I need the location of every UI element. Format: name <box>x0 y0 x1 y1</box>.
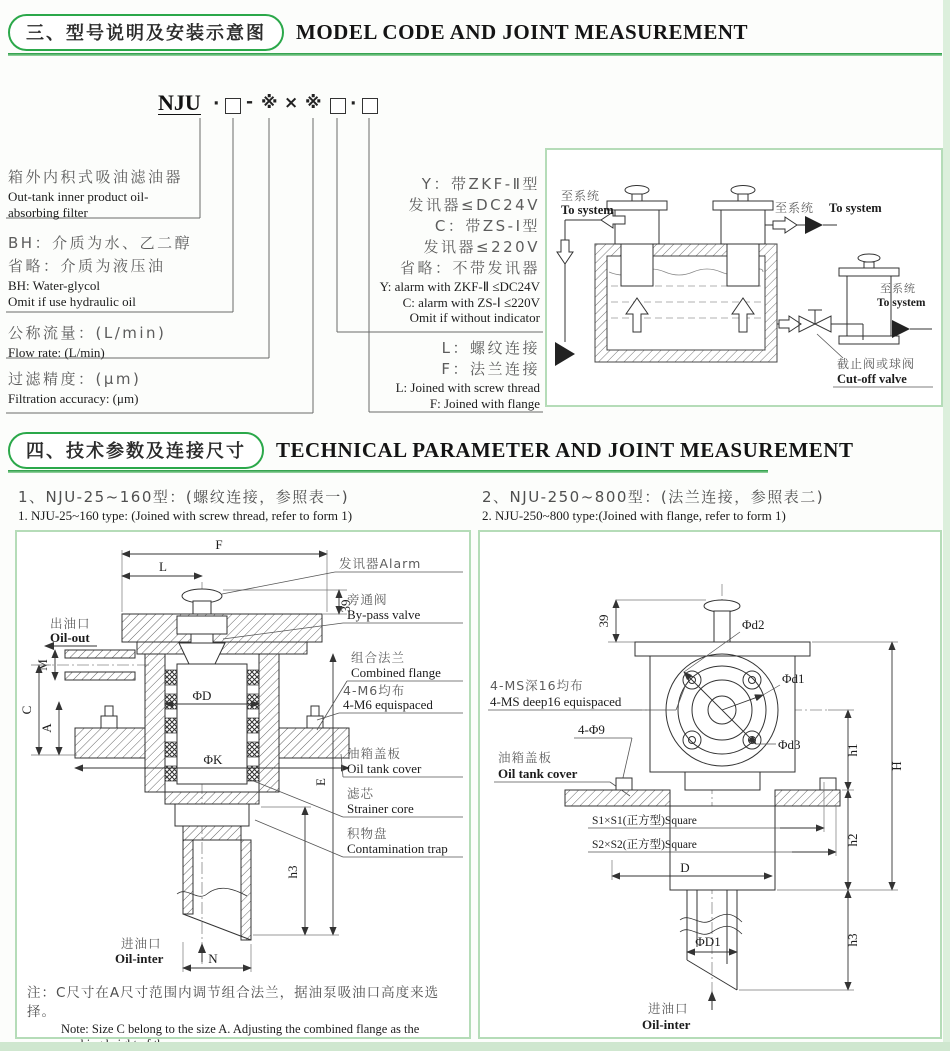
model-code-dot1: · <box>213 94 220 114</box>
dim-39: 39 <box>338 599 353 613</box>
section4-header <box>8 432 853 469</box>
indicator-en1: Y: alarm with ZKF-Ⅱ ≤DC24V <box>379 279 540 294</box>
drawing1 <box>17 532 465 980</box>
dim-phiK: ΦK <box>203 752 223 767</box>
suction-pipe <box>177 840 251 940</box>
medium-zh2: 省略：介质为液压油 <box>8 257 166 275</box>
dim-E: E <box>313 778 328 786</box>
to-system-2-en: To system <box>829 201 882 215</box>
callout-flange-zh: 组合法兰 <box>351 650 406 665</box>
model-code-star1: ※ <box>261 93 278 113</box>
dim-H: H <box>889 761 904 771</box>
section4-underline <box>8 470 768 473</box>
to-system-1-zh: 至系统 <box>561 189 601 203</box>
dim-39-ext <box>223 590 347 614</box>
callout-cover-en: Oil tank cover <box>347 761 422 776</box>
dim-N: N <box>208 951 218 966</box>
dim-h1: h1 <box>845 743 860 757</box>
pump-left <box>555 342 575 366</box>
annotation-accuracy <box>8 368 268 407</box>
flange-body <box>635 642 810 772</box>
drawing2-title-zh: 2、NJU-250~800型：(法兰连接，参照表二) <box>482 488 825 506</box>
callout-core-en: Strainer core <box>347 801 414 816</box>
to-system-2-zh: 至系统 <box>775 201 815 215</box>
callout-m6-en: 4-M6 equispaced <box>343 697 433 712</box>
valve-label-en: Cut-off valve <box>837 372 907 386</box>
bypass-valve <box>191 634 213 643</box>
callout-cover-zh: 油箱盖板 <box>347 746 402 761</box>
annotation-filter-type <box>8 166 238 220</box>
dim-h3: h3 <box>285 865 300 879</box>
indicator-en2: C: alarm with ZS-Ⅰ ≤220V <box>402 294 540 310</box>
model-code-star2: ※ <box>305 93 322 113</box>
annotation-flow <box>8 322 248 361</box>
accuracy-zh: 过滤精度：(μm) <box>8 370 142 388</box>
oil-in-en: Oil-inter <box>642 1017 691 1032</box>
installation-schematic-box <box>545 148 943 407</box>
oil-in-zh: 进油口 <box>648 1001 689 1016</box>
to-system-3-zh: 至系统 <box>880 282 916 295</box>
annotation-joint <box>300 338 540 411</box>
note-en1: Note: Size C belong to the size A. Adjusting the combined flange as the <box>61 1022 420 1036</box>
callout-bypass-en: By-pass valve <box>347 607 421 622</box>
dim-S2: S2×S2(正方型)Square <box>592 839 697 851</box>
to-system-3-en: To system <box>877 297 926 309</box>
joint-en2: F: Joined with flange <box>429 395 540 411</box>
drawing2 <box>480 532 936 1033</box>
dim-phid1: Φd1 <box>782 671 805 686</box>
model-code-name: NJU <box>158 90 201 115</box>
callout-trap-zh: 积物盘 <box>347 826 388 841</box>
medium-en1: BH: Water-glycol <box>8 278 100 293</box>
dim-M: M <box>35 659 50 671</box>
filter-type-zh: 箱外内积式吸油滤油器 <box>8 168 184 186</box>
section3-title: MODEL CODE AND JOINT MEASUREMENT <box>296 20 748 44</box>
dim-A: A <box>39 723 54 733</box>
filter-type-en1: Out-tank inner product oil- <box>8 189 149 204</box>
scan-edge-bottom <box>0 1042 950 1051</box>
section4-title: TECHNICAL PARAMETER AND JOINT MEASUREMENT <box>276 438 854 462</box>
section3-pill-label: 三、型号说明及安装示意图 <box>8 14 284 51</box>
oil-in-zh: 进油口 <box>121 936 162 951</box>
to-system-1-en: To system <box>561 203 614 217</box>
alarm-knob <box>182 589 222 614</box>
callout-flange-en: Combined flange <box>351 665 441 680</box>
callout-trap-en: Contamination trap <box>347 841 448 856</box>
dim-D: D <box>680 860 690 875</box>
pump-right <box>892 320 910 338</box>
filter-type-en2: absorbing filter <box>8 204 88 220</box>
dim-phid2: Φd2 <box>742 617 765 632</box>
joint-en1: L: Joined with screw thread <box>395 380 540 395</box>
dim-F: F <box>215 537 223 552</box>
drawing1-box <box>15 530 471 1039</box>
filter-unit-1 <box>607 186 667 333</box>
dim-h2: h2 <box>845 833 860 847</box>
callout-cover-zh: 油箱盖板 <box>498 750 553 765</box>
callout-ms-en: 4-MS deep16 equispaced <box>490 694 622 709</box>
joint-zh2: F：法兰连接 <box>441 360 540 378</box>
filter-unit-2 <box>713 186 773 333</box>
middle-piping <box>765 216 837 234</box>
dim-S1: S1×S1(正方型)Square <box>592 815 697 827</box>
callout-cover-en: Oil tank cover <box>498 766 578 781</box>
indicator-zh3: C：带ZS-Ⅰ型 <box>434 217 540 235</box>
callout-ms-zh: 4-MS深16均布 <box>490 678 584 693</box>
indicator-en3: Omit if without indicator <box>409 310 540 325</box>
drawing1-note <box>27 984 457 1051</box>
contamination-trap <box>165 792 259 840</box>
model-code-dot2: · <box>350 94 357 114</box>
oil-out-en: Oil-out <box>50 630 90 645</box>
section4-pill-label: 四、技术参数及连接尺寸 <box>8 432 264 469</box>
dim-F-line <box>122 550 327 612</box>
valve-label-zh: 截止阀或球阀 <box>837 357 916 371</box>
model-code-dash: - <box>246 92 254 112</box>
dim-h3: h3 <box>845 933 860 947</box>
indicator-zh5: 省略：不带发讯器 <box>399 259 540 277</box>
oil-in-en: Oil-inter <box>115 951 164 966</box>
medium-zh1: BH：介质为水、乙二醇 <box>8 234 193 252</box>
annotation-indicator <box>300 174 540 326</box>
callout-bypass-zh: 旁通阀 <box>347 592 388 607</box>
indicator-zh4: 发讯器≤220V <box>423 238 540 256</box>
dim-L: L <box>159 559 167 574</box>
callout-m6-zh: 4-M6均布 <box>343 683 406 698</box>
medium-en2: Omit if use hydraulic oil <box>8 293 136 309</box>
dim-phiD1: ΦD1 <box>695 934 721 949</box>
dim-phiD: ΦD <box>192 688 212 703</box>
callout-core-zh: 滤芯 <box>347 786 375 801</box>
dim-phid3: Φd3 <box>778 737 801 752</box>
accuracy-en: Filtration accuracy: (μm) <box>8 391 139 406</box>
drawing2-title-en: 2. NJU-250~800 type:(Joined with flange, refer to form 1) <box>482 508 786 523</box>
installation-schematic <box>547 150 937 401</box>
flow-zh: 公称流量：(L/min) <box>8 324 167 342</box>
pump-middle <box>805 216 823 234</box>
drawing1-title-en: 1. NJU-25~160 type: (Joined with screw thread, refer to form 1) <box>18 508 353 523</box>
neck <box>685 772 760 790</box>
indicator-zh2: 发讯器≤DC24V <box>408 196 540 214</box>
indicator-zh1: Y：带ZKF-Ⅱ型 <box>421 175 540 193</box>
callout-phi9: 4-Φ9 <box>578 722 605 737</box>
drawing1-title-zh: 1、NJU-25~160型：(螺纹连接，参照表一) <box>18 488 350 506</box>
oil-out-zh: 出油口 <box>50 616 91 631</box>
scan-edge-right <box>943 0 950 1051</box>
dim-39: 39 <box>596 614 611 628</box>
drawing2-box <box>478 530 942 1039</box>
dim-C: C <box>19 705 34 715</box>
note-zh: 注：C尺寸在A尺寸范围内调节组合法兰，据油泵吸油口高度来选择。 <box>27 985 440 1020</box>
flow-en: Flow rate: (L/min) <box>8 345 105 360</box>
model-code-times: × <box>284 93 299 113</box>
joint-zh1: L：螺纹连接 <box>441 339 540 357</box>
annotation-medium <box>8 232 248 309</box>
callout-alarm: 发讯器Alarm <box>339 556 422 571</box>
